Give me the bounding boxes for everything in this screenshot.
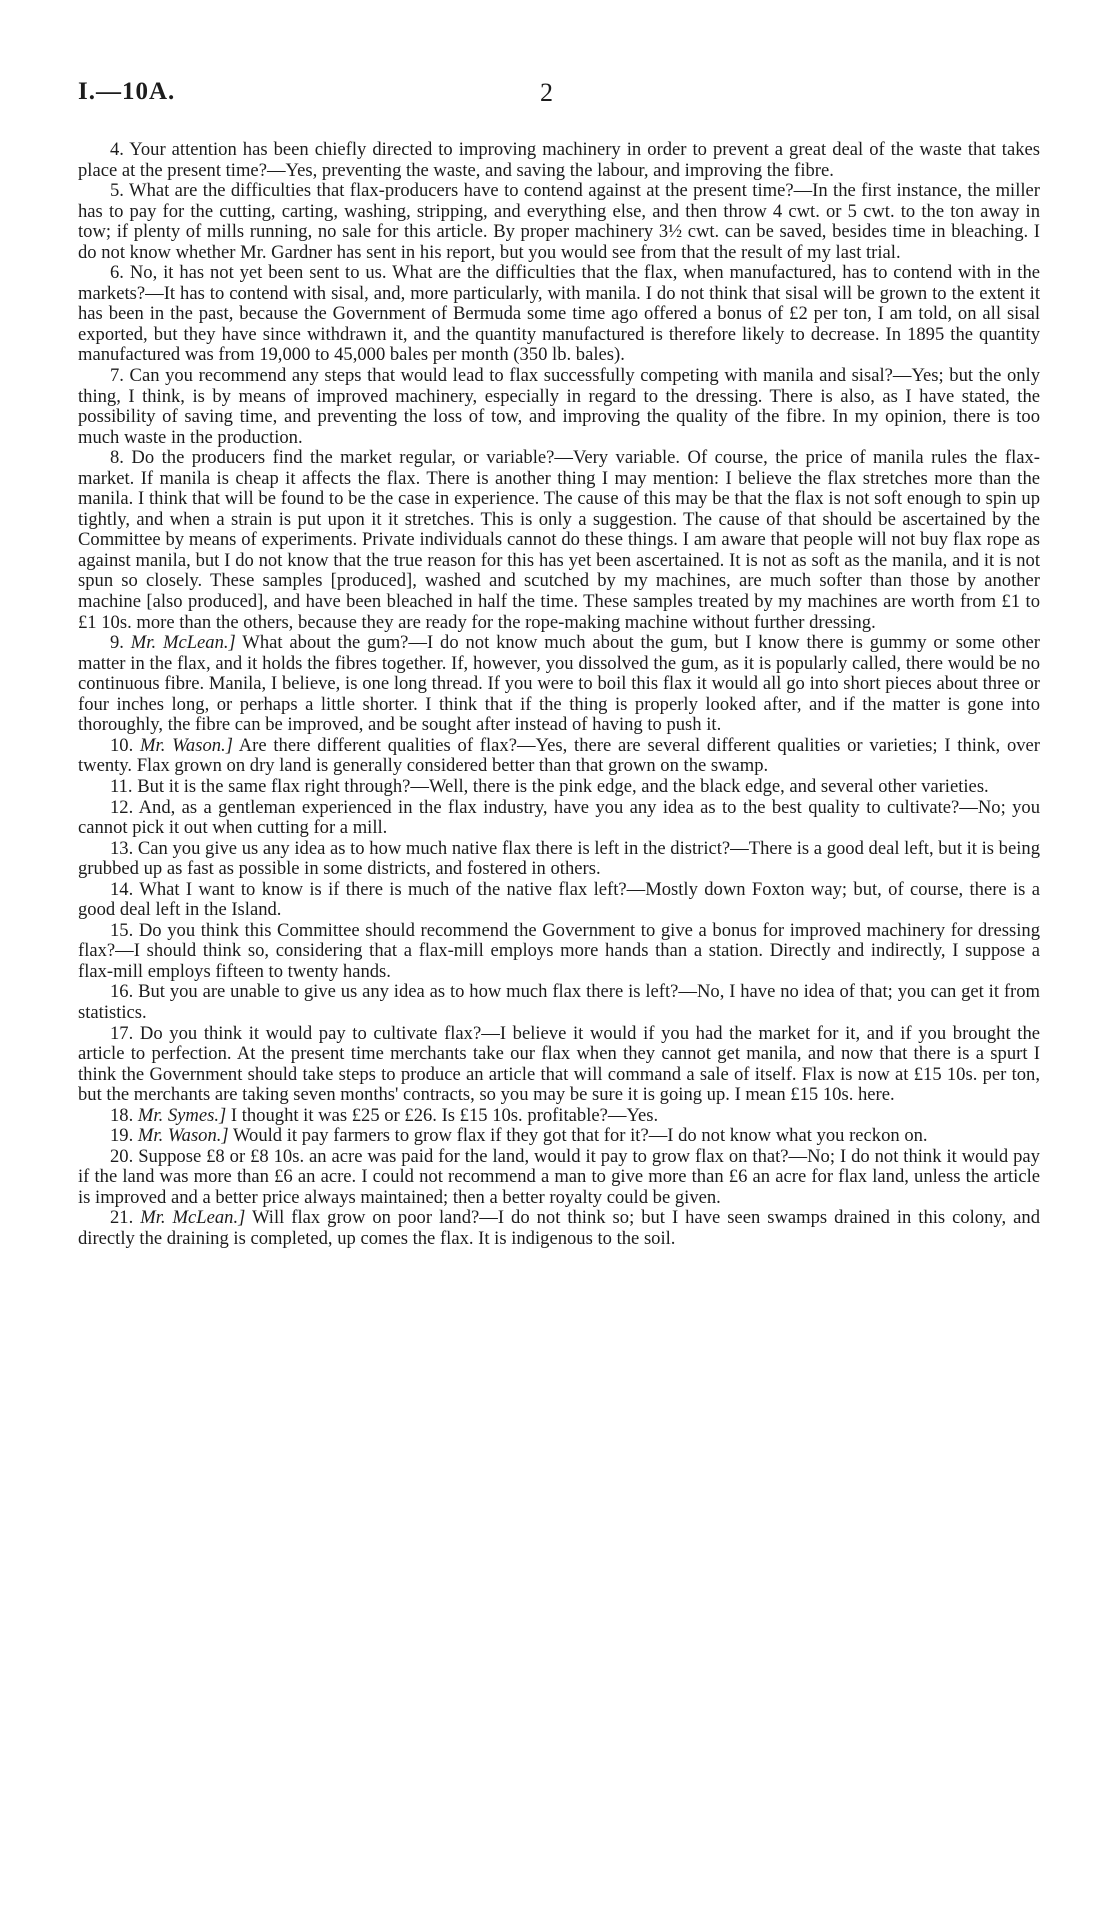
question-number: 19. <box>110 1125 134 1147</box>
question-paragraph-5 <box>78 448 1040 633</box>
question-text: Do the producers find the market regular, or variable?—Very variable. Of course, the price of manila rules the flax-market. If manila is cheap it affects the flax. There is another thing I may mention: I believe the flax stretches more than the manila. I think that will be found to be the case in experience. The cause of this may be that the flax is not soft enough to spin up tightly, and when a strain is put upon it it stretches. This is only a suggestion. The cause of that should be ascertained by the Committee by means of experiments. Private individuals cannot do these things. I am aware that people will not buy flax rope as against manila, but I do not know that the true reason for this has yet been ascertained. It is not as soft as the manila, and it is not spun so closely. These samples [produced], washed and scutched by my machines, are much softer than those by another machine [also produced], and have been bleached in half the time. These samples treated by my machines are worth from £1 to £1 10s. more than the others, because they are ready for the rope-making machine without further dressing. <box>78 447 1040 633</box>
page-number: 2 <box>540 78 553 107</box>
question-number: 20. <box>110 1145 134 1167</box>
question-number: 12. <box>110 796 134 818</box>
question-paragraph-3 <box>78 263 1040 366</box>
question-number: 18. <box>110 1104 134 1126</box>
question-text: Do you think this Committee should recommend the Government to give a bonus for improved machinery for dressing flax?—I should think so, considering that a flax-mill employs more hands than a station. Directly and indirectly, I suppose a flax-mill employs fifteen to twenty hands. <box>78 919 1040 982</box>
speaker-name: Mr. Symes.] <box>137 1104 227 1126</box>
question-number: 14. <box>110 878 134 900</box>
question-number: 7. <box>110 365 124 387</box>
question-paragraph-6 <box>78 633 1040 736</box>
question-number: 17. <box>110 1022 134 1044</box>
question-text: Would it pay farmers to grow flax if they got that for it?—I do not know what you reckon on. <box>232 1125 928 1147</box>
question-number: 16. <box>110 981 134 1003</box>
question-paragraph-10 <box>78 839 1040 880</box>
question-text: But you are unable to give us any idea as to how much flax there is left?—No, I have no idea of that; you can get it from statistics. <box>78 981 1040 1023</box>
question-text: What about the gum?—I do not know much about the gum, but I know there is gummy or some other matter in the flax, and it holds the fibres together. If, however, you dissolved the gum, as it is popularly called, there would be no continuous fibre. Manila, I believe, is one long thread. If you were to boil this flax it would all go into short pieces about three or four inches long, or perhaps a little shorter. I think that if the thing is properly looked after, and if the matter is gone into thoroughly, the fibre can be improved, and be sought after instead of having to push it. <box>78 632 1040 736</box>
question-text: Can you give us any idea as to how much native flax there is left in the district?—There is a good deal left, but it is being grubbed up as fast as possible in some districts, and fostered in others. <box>78 837 1040 880</box>
question-text: Will flax grow on poor land?—I do not think so; but I have seen swamps drained in this colony, and directly the draining is completed, up comes the flax. It is indigenous to the soil. <box>78 1207 1040 1249</box>
question-text: Your attention has been chiefly directed to improving machinery in order to prevent a great deal of the waste that takes place at the present time?—Yes, preventing the waste, and saving the labour, and improving the fibre. <box>78 139 1040 181</box>
question-text: And, as a gentleman experienced in the flax industry, have you any idea as to the best quality to cultivate?—No; you cannot pick it out when cutting for a mill. <box>78 796 1041 839</box>
question-paragraph-13 <box>78 982 1040 1023</box>
question-text: I thought it was £25 or £26. Is £15 10s. profitable?—Yes. <box>230 1104 659 1126</box>
question-paragraph-7 <box>78 736 1040 777</box>
question-paragraph-4 <box>78 366 1040 448</box>
question-paragraph-2 <box>78 181 1040 263</box>
question-text: What are the difficulties that flax-producers have to contend against at the present time?—In the first instance, the miller has to pay for the cutting, carting, washing, stripping, and everything else, and then throw 4 cwt. or 5 cwt. to the ton away in tow; if plenty of mills running, no sale for this article. By proper machinery 3½ cwt. can be saved, besides time in bleaching. I do not know whether Mr. Gardner has sent in his report, but you would see from that the result of my last trial. <box>78 180 1040 263</box>
running-head <box>78 78 1040 140</box>
question-number: 11. <box>110 775 133 797</box>
question-paragraph-18 <box>78 1208 1040 1249</box>
speaker-name: Mr. McLean.] <box>140 1207 246 1229</box>
question-number: 15. <box>110 919 134 941</box>
document-reference: I.—10A. <box>78 78 176 105</box>
question-text: Do you think it would pay to cultivate flax?—I believe it would if you had the market for it, and if you brought the article to perfection. At the present time merchants take our flax when they cannot get manila, and now that there is a spurt I think the Government should take steps to produce an article that will command a sale of itself. Flax is now at £15 10s. per ton, but the merchants are taking seven months' contracts, so you may be sure it is going up. I mean £15 10s. here. <box>78 1022 1040 1106</box>
question-number: 10. <box>110 734 134 756</box>
question-text: Are there different qualities of flax?—Yes, there are several different qualities or varieties; I think, over twenty. Flax grown on dry land is generally considered better than that grown on the swamp. <box>78 734 1040 777</box>
question-paragraph-9 <box>78 798 1040 839</box>
question-paragraph-15 <box>78 1106 1040 1127</box>
question-text: But it is the same flax right through?—Well, there is the pink edge, and the black edge, and several other varieties. <box>137 775 989 797</box>
speaker-name: Mr. Wason.] <box>140 734 233 756</box>
question-paragraph-8 <box>78 777 1040 798</box>
question-text: Suppose £8 or £8 10s. an acre was paid for the land, would it pay to grow flax on that?—No; I do not think it would pay if the land was more than £6 an acre. I could not recommend a man to give more than £6 an acre for flax land, unless the article is improved and a better price always maintained; then a better royalty could be given. <box>78 1145 1040 1208</box>
question-text: What I want to know is if there is much of the native flax left?—Mostly down Foxton way; but, of course, there is a good deal left in the Island. <box>78 878 1040 921</box>
question-number: 21. <box>110 1207 134 1229</box>
question-paragraph-14 <box>78 1024 1040 1106</box>
question-number: 6. <box>110 262 124 284</box>
question-text: Can you recommend any steps that would lead to flax successfully competing with manila and sisal?—Yes; but the only thing, I think, is by means of improved machinery, especially in regard to the dressing. There is also, as I have stated, the possibility of saving time, and preventing the loss of tow, and improving the quality of the fibre. In my opinion, there is too much waste in the production. <box>78 365 1040 448</box>
question-number: 5. <box>110 180 124 202</box>
question-number: 9. <box>110 632 124 654</box>
speaker-name: Mr. McLean.] <box>130 632 236 654</box>
evidence-body <box>78 140 1040 1250</box>
question-number: 13. <box>110 837 134 859</box>
question-paragraph-16 <box>78 1126 1040 1147</box>
question-text: No, it has not yet been sent to us. What are the difficulties that the flax, when manufactured, has to contend with in the markets?—It has to contend with sisal, and, more particularly, with manila. I do not think that sisal will be grown to the extent it has been in the past, because the Government of Bermuda some time ago offered a bonus of £2 per ton, I am told, on all sisal exported, but they have since withdrawn it, and the quantity manufactured is therefore likely to decrease. In 1895 the quantity manufactured was from 19,000 to 45,000 bales per month (350 lb. bales). <box>78 262 1040 366</box>
question-paragraph-11 <box>78 880 1040 921</box>
question-number: 8. <box>110 447 124 469</box>
speaker-name: Mr. Wason.] <box>137 1125 229 1147</box>
question-paragraph-12 <box>78 921 1040 983</box>
question-paragraph-1 <box>78 140 1040 181</box>
question-paragraph-17 <box>78 1147 1040 1209</box>
question-number: 4. <box>110 139 124 160</box>
